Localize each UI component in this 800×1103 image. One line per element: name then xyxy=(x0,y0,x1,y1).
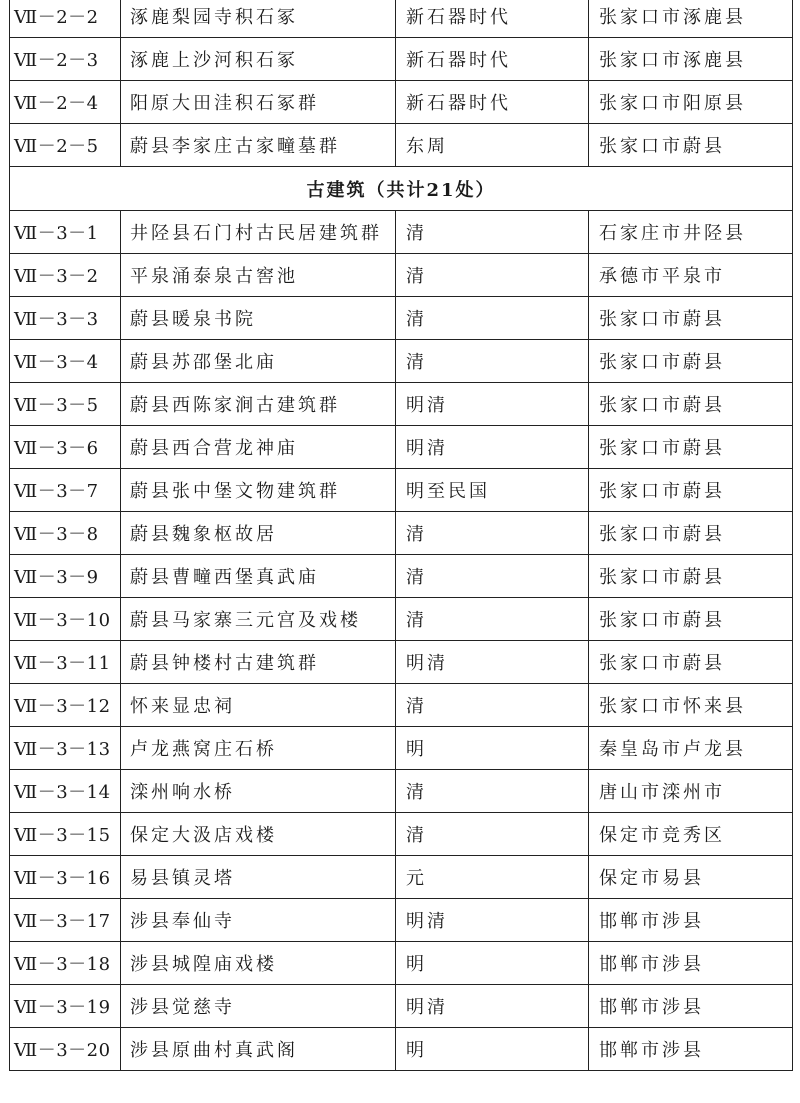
site-number: Ⅶ－3－2 xyxy=(10,254,121,297)
site-era: 清 xyxy=(396,813,589,856)
table-body xyxy=(10,0,793,1071)
site-name: 怀来显忠祠 xyxy=(121,684,396,727)
site-location: 张家口市涿鹿县 xyxy=(589,0,793,38)
site-location: 张家口市蔚县 xyxy=(589,297,793,340)
site-number: Ⅶ－3－1 xyxy=(10,211,121,254)
site-location: 张家口市蔚县 xyxy=(589,383,793,426)
table-row xyxy=(10,598,793,641)
site-location: 张家口市涿鹿县 xyxy=(589,38,793,81)
site-era: 清 xyxy=(396,684,589,727)
site-name: 蔚县苏邵堡北庙 xyxy=(121,340,396,383)
site-location: 张家口市蔚县 xyxy=(589,340,793,383)
site-name: 涉县奉仙寺 xyxy=(121,899,396,942)
site-name: 蔚县暖泉书院 xyxy=(121,297,396,340)
heritage-sites-table xyxy=(9,0,793,1071)
site-name: 蔚县魏象枢故居 xyxy=(121,512,396,555)
site-name: 蔚县钟楼村古建筑群 xyxy=(121,641,396,684)
site-name: 蔚县曹疃西堡真武庙 xyxy=(121,555,396,598)
site-name: 涉县城隍庙戏楼 xyxy=(121,942,396,985)
table-row xyxy=(10,1028,793,1071)
table-row xyxy=(10,856,793,899)
site-number: Ⅶ－3－13 xyxy=(10,727,121,770)
site-name: 平泉涌泰泉古窖池 xyxy=(121,254,396,297)
site-number: Ⅶ－2－4 xyxy=(10,81,121,124)
site-era: 明清 xyxy=(396,426,589,469)
table-row xyxy=(10,469,793,512)
site-number: Ⅶ－3－9 xyxy=(10,555,121,598)
site-era: 明 xyxy=(396,1028,589,1071)
site-location: 张家口市蔚县 xyxy=(589,555,793,598)
site-location: 保定市竞秀区 xyxy=(589,813,793,856)
table-row xyxy=(10,813,793,856)
site-number: Ⅶ－3－14 xyxy=(10,770,121,813)
site-era: 清 xyxy=(396,297,589,340)
site-era: 新石器时代 xyxy=(396,81,589,124)
site-number: Ⅶ－3－4 xyxy=(10,340,121,383)
site-number: Ⅶ－2－2 xyxy=(10,0,121,38)
site-number: Ⅶ－2－5 xyxy=(10,124,121,167)
table-row xyxy=(10,555,793,598)
site-location: 张家口市怀来县 xyxy=(589,684,793,727)
table-row xyxy=(10,641,793,684)
table-row xyxy=(10,426,793,469)
site-location: 张家口市蔚县 xyxy=(589,641,793,684)
table-row xyxy=(10,684,793,727)
site-number: Ⅶ－3－11 xyxy=(10,641,121,684)
section-header: 古建筑（共计21处） xyxy=(10,167,793,211)
site-name: 蔚县西合营龙神庙 xyxy=(121,426,396,469)
site-number: Ⅶ－3－16 xyxy=(10,856,121,899)
site-location: 张家口市蔚县 xyxy=(589,598,793,641)
site-era: 新石器时代 xyxy=(396,0,589,38)
site-number: Ⅶ－3－18 xyxy=(10,942,121,985)
site-era: 明清 xyxy=(396,985,589,1028)
site-number: Ⅶ－3－10 xyxy=(10,598,121,641)
site-name: 涿鹿上沙河积石冢 xyxy=(121,38,396,81)
section-header-row xyxy=(10,167,793,211)
site-location: 张家口市蔚县 xyxy=(589,124,793,167)
site-era: 东周 xyxy=(396,124,589,167)
table-row xyxy=(10,512,793,555)
site-name: 卢龙燕窝庄石桥 xyxy=(121,727,396,770)
site-location: 张家口市蔚县 xyxy=(589,426,793,469)
site-era: 清 xyxy=(396,254,589,297)
site-number: Ⅶ－3－3 xyxy=(10,297,121,340)
site-era: 清 xyxy=(396,598,589,641)
site-location: 秦皇岛市卢龙县 xyxy=(589,727,793,770)
table-row xyxy=(10,0,793,38)
site-name: 蔚县马家寨三元宫及戏楼 xyxy=(121,598,396,641)
site-era: 新石器时代 xyxy=(396,38,589,81)
site-name: 涉县原曲村真武阁 xyxy=(121,1028,396,1071)
site-location: 承德市平泉市 xyxy=(589,254,793,297)
site-location: 石家庄市井陉县 xyxy=(589,211,793,254)
site-number: Ⅶ－3－19 xyxy=(10,985,121,1028)
table-row xyxy=(10,770,793,813)
table-row xyxy=(10,211,793,254)
table-row xyxy=(10,297,793,340)
table-row xyxy=(10,942,793,985)
site-location: 邯郸市涉县 xyxy=(589,985,793,1028)
table-row xyxy=(10,124,793,167)
site-number: Ⅶ－2－3 xyxy=(10,38,121,81)
site-number: Ⅶ－3－6 xyxy=(10,426,121,469)
site-name: 涿鹿梨园寺积石冢 xyxy=(121,0,396,38)
site-era: 明清 xyxy=(396,899,589,942)
site-era: 明至民国 xyxy=(396,469,589,512)
table-row xyxy=(10,727,793,770)
table-row xyxy=(10,254,793,297)
site-name: 井陉县石门村古民居建筑群 xyxy=(121,211,396,254)
site-number: Ⅶ－3－12 xyxy=(10,684,121,727)
table-row xyxy=(10,340,793,383)
site-era: 元 xyxy=(396,856,589,899)
site-name: 滦州响水桥 xyxy=(121,770,396,813)
site-name: 蔚县西陈家涧古建筑群 xyxy=(121,383,396,426)
site-era: 明 xyxy=(396,942,589,985)
table-row xyxy=(10,899,793,942)
site-number: Ⅶ－3－8 xyxy=(10,512,121,555)
site-location: 唐山市滦州市 xyxy=(589,770,793,813)
site-location: 邯郸市涉县 xyxy=(589,1028,793,1071)
site-number: Ⅶ－3－5 xyxy=(10,383,121,426)
site-number: Ⅶ－3－17 xyxy=(10,899,121,942)
site-location: 邯郸市涉县 xyxy=(589,942,793,985)
site-era: 清 xyxy=(396,340,589,383)
site-name: 保定大汲店戏楼 xyxy=(121,813,396,856)
site-name: 易县镇灵塔 xyxy=(121,856,396,899)
site-name: 阳原大田洼积石冢群 xyxy=(121,81,396,124)
site-name: 蔚县张中堡文物建筑群 xyxy=(121,469,396,512)
site-number: Ⅶ－3－15 xyxy=(10,813,121,856)
site-era: 明清 xyxy=(396,641,589,684)
site-location: 邯郸市涉县 xyxy=(589,899,793,942)
site-location: 张家口市蔚县 xyxy=(589,469,793,512)
site-location: 保定市易县 xyxy=(589,856,793,899)
site-name: 蔚县李家庄古家疃墓群 xyxy=(121,124,396,167)
table-row xyxy=(10,81,793,124)
site-location: 张家口市蔚县 xyxy=(589,512,793,555)
site-name: 涉县觉慈寺 xyxy=(121,985,396,1028)
site-era: 清 xyxy=(396,211,589,254)
site-era: 清 xyxy=(396,555,589,598)
table-row xyxy=(10,985,793,1028)
site-era: 明清 xyxy=(396,383,589,426)
site-era: 清 xyxy=(396,512,589,555)
site-era: 明 xyxy=(396,727,589,770)
table-row xyxy=(10,383,793,426)
site-number: Ⅶ－3－20 xyxy=(10,1028,121,1071)
site-era: 清 xyxy=(396,770,589,813)
table-row xyxy=(10,38,793,81)
site-location: 张家口市阳原县 xyxy=(589,81,793,124)
site-number: Ⅶ－3－7 xyxy=(10,469,121,512)
